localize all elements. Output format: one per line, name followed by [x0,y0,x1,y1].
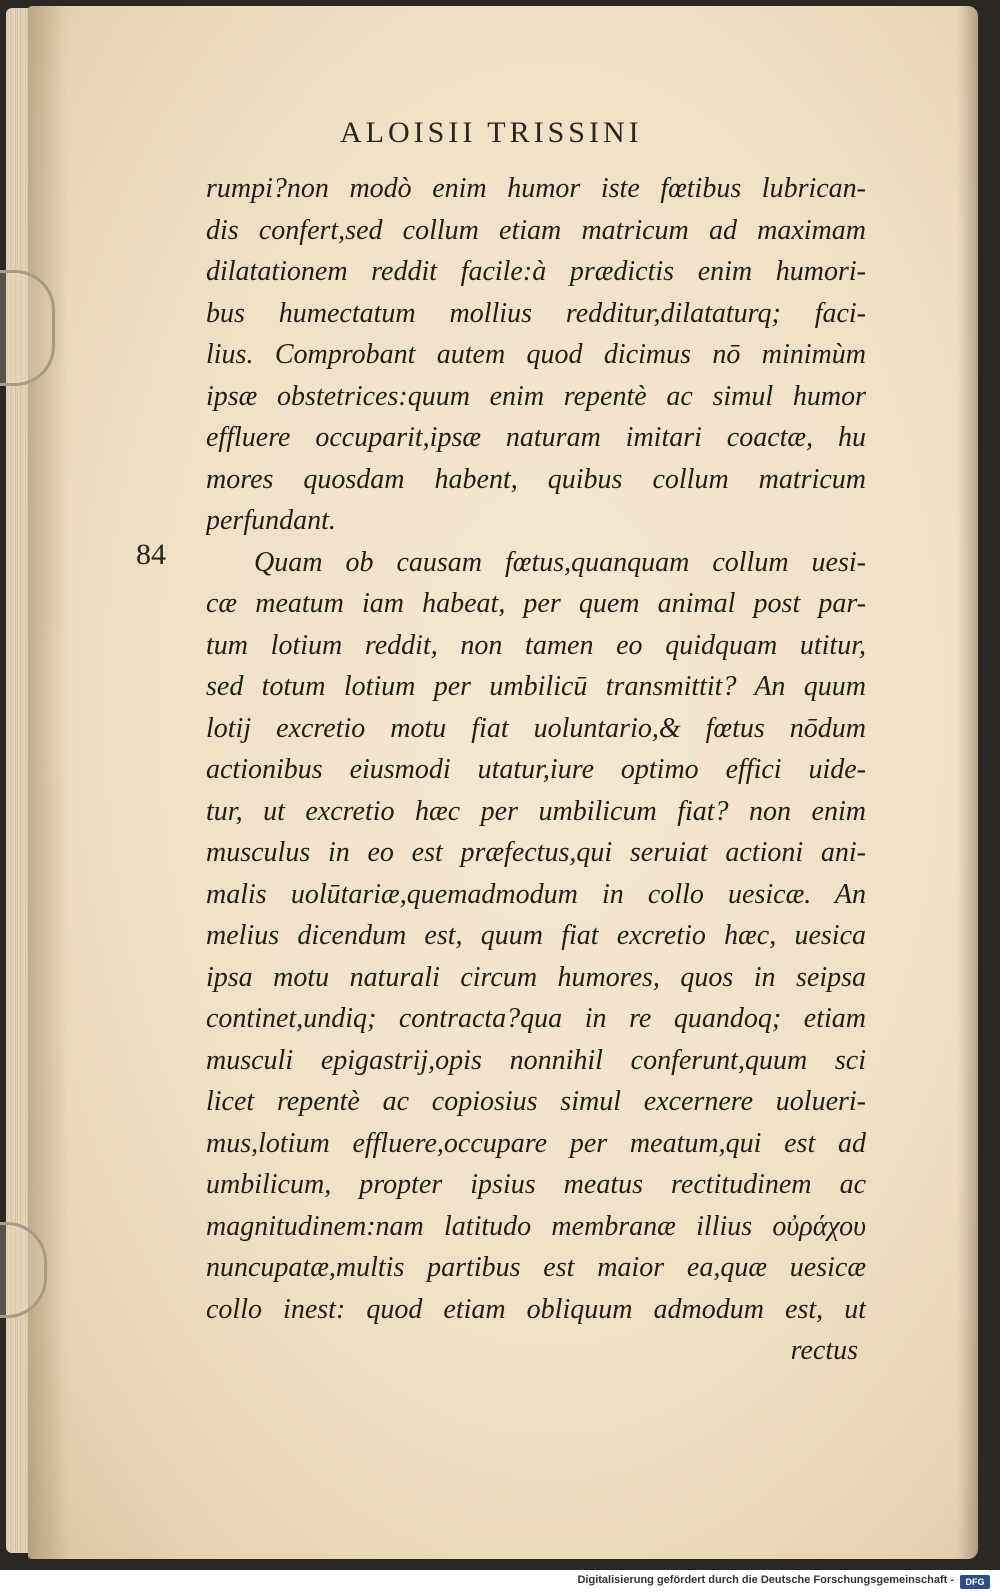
body-text [206,168,866,1372]
text-line: collo inest: quod etiam obliquum admodum est, ut [206,1293,866,1325]
margin-section-number: 84 [136,538,166,571]
page-clip-top [0,270,55,386]
text-line: continet,undiq; contracta?qua in re quandoq; etiam [206,1003,866,1034]
text-line: lius. Comprobant autem quod dicimus nō minimùm [206,339,866,370]
text-line: perfundant. [206,505,336,536]
text-line: ipsa motu naturali circum humores, quos in seipsa [206,961,866,993]
text-line: sed totum lotium per umbilicū transmittit? An quum [206,671,866,702]
text-line: magnitudinem:nam latitudo membranæ illius οὐράχου [206,1210,866,1242]
running-head: ALOISII TRISSINI [340,116,643,149]
text-line: bus humectatum mollius redditur,dilataturq; faci- [206,297,866,329]
text-line: dilatationem reddit facile:à prædictis enim humori- [206,256,866,287]
text-line: tum lotium reddit, non tamen eo quidquam utitur, [206,629,866,661]
text-line: umbilicum, propter ipsius meatus rectitudinem ac [206,1169,866,1200]
text-line: dis confert,sed collum etiam matricum ad maximam [206,214,866,246]
text-line: ipsæ obstetrices:quum enim repentè ac simul humor [206,380,866,412]
text-line: melius dicendum est, quum fiat excretio hæc, uesica [206,920,866,951]
text-line: malis uolūtariæ,quemadmodum in collo uesicæ. An [206,878,866,910]
text-line: lotij excretio motu fiat uoluntario,& fœtus nōdum [206,712,866,744]
text-line: cæ meatum iam habeat, per quem animal post par- [206,588,866,619]
binding-shadow [28,6,68,1559]
text-line: nuncupatæ,multis partibus est maior ea,quæ uesicæ [206,1252,866,1283]
catchword: rectus [790,1335,858,1366]
page-edge-shadow [958,6,980,1559]
text-line: Quam ob causam fœtus,quanquam collum uesi- [254,546,866,578]
text-line: musculi epigastrij,opis nonnihil conferunt,quum sci [206,1044,866,1076]
text-line: licet repentè ac copiosius simul excernere uolueri- [206,1086,866,1117]
text-line: actionibus eiusmodi utatur,iure optimo effici uide- [206,754,866,785]
dfg-logo: DFG [960,1575,990,1589]
text-line: rumpi?non modò enim humor iste fœtibus lubrican- [206,173,866,204]
text-line: mus,lotium effluere,occupare per meatum,qui est ad [206,1127,866,1159]
text-line: mores quosdam habent, quibus collum matricum [206,463,866,495]
funding-credit: Digitalisierung gefördert durch die Deutsche Forschungsgemeinschaft - [577,1574,954,1586]
text-line: tur, ut excretio hæc per umbilicum fiat? non enim [206,795,866,827]
text-line: musculus in eo est præfectus,qui seruiat actioni ani- [206,837,866,868]
text-line: effluere occuparit,ipsæ naturam imitari coactæ, hu [206,422,866,453]
